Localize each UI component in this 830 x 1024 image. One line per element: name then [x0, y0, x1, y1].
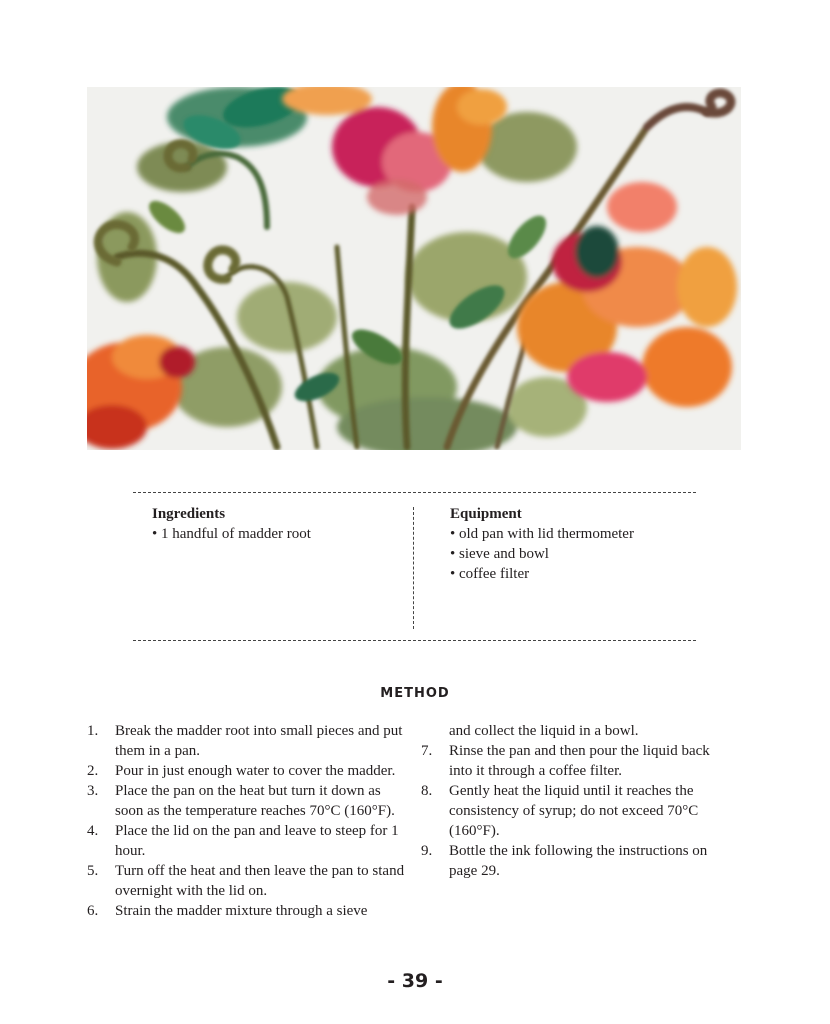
method-step: [87, 721, 407, 761]
step-text: Pour in just enough water to cover the madder.: [115, 763, 396, 779]
equipment-item: • coffee filter: [450, 566, 530, 582]
step-number: 5.: [87, 863, 99, 879]
box-top-divider: [133, 492, 696, 493]
step-text: Place the lid on the pan and leave to steep for 1 hour.: [115, 823, 399, 859]
equipment-heading: Equipment: [450, 506, 522, 522]
method-step: [87, 861, 407, 901]
equipment-section: [450, 504, 634, 584]
step-number: 7.: [421, 743, 433, 759]
step-text: Gently heat the liquid until it reaches the consistency of syrup; do not exceed 70°C (160°F).: [449, 783, 699, 839]
step-text: and collect the liquid in a bowl.: [449, 723, 639, 739]
method-left-column: [87, 721, 407, 921]
step-text: Place the pan on the heat but turn it down as soon as the temperature reaches 70°C (160°F).: [115, 783, 395, 819]
method-heading: METHOD: [380, 686, 450, 701]
method-step: [421, 741, 731, 781]
page-number: - 39 -: [387, 970, 443, 992]
method-step: [87, 901, 407, 921]
box-column-divider: [413, 507, 414, 629]
method-step: [87, 821, 407, 861]
method-step: [421, 841, 731, 881]
box-bottom-divider: [133, 640, 696, 641]
method-step: [87, 781, 407, 821]
step-text: Bottle the ink following the instructions on page 29.: [449, 843, 708, 879]
step-number: 9.: [421, 843, 433, 859]
step-text: Break the madder root into small pieces and put them in a pan.: [115, 723, 403, 759]
step-number: 2.: [87, 763, 99, 779]
method-step-continuation: [421, 721, 731, 741]
method-step: [421, 781, 731, 841]
equipment-item: • old pan with lid thermometer: [450, 526, 634, 542]
step-text: Turn off the heat and then leave the pan to stand overnight with the lid on.: [115, 863, 405, 899]
ingredient-item: • 1 handful of madder root: [152, 526, 311, 542]
step-number: 8.: [421, 783, 433, 799]
method-step: [87, 761, 407, 781]
ingredients-list: [152, 524, 311, 544]
ingredients-section: [152, 504, 311, 544]
step-text: Rinse the pan and then pour the liquid back into it through a coffee filter.: [449, 743, 710, 779]
watercolor-flowers-illustration: [87, 87, 741, 450]
step-number: 4.: [87, 823, 99, 839]
step-text: Strain the madder mixture through a sieve: [115, 903, 368, 919]
ingredients-heading: Ingredients: [152, 506, 226, 522]
equipment-item: • sieve and bowl: [450, 546, 549, 562]
equipment-list: [450, 524, 634, 584]
method-right-column: [421, 721, 731, 881]
step-number: 6.: [87, 903, 99, 919]
step-number: 3.: [87, 783, 99, 799]
step-number: 1.: [87, 723, 99, 739]
